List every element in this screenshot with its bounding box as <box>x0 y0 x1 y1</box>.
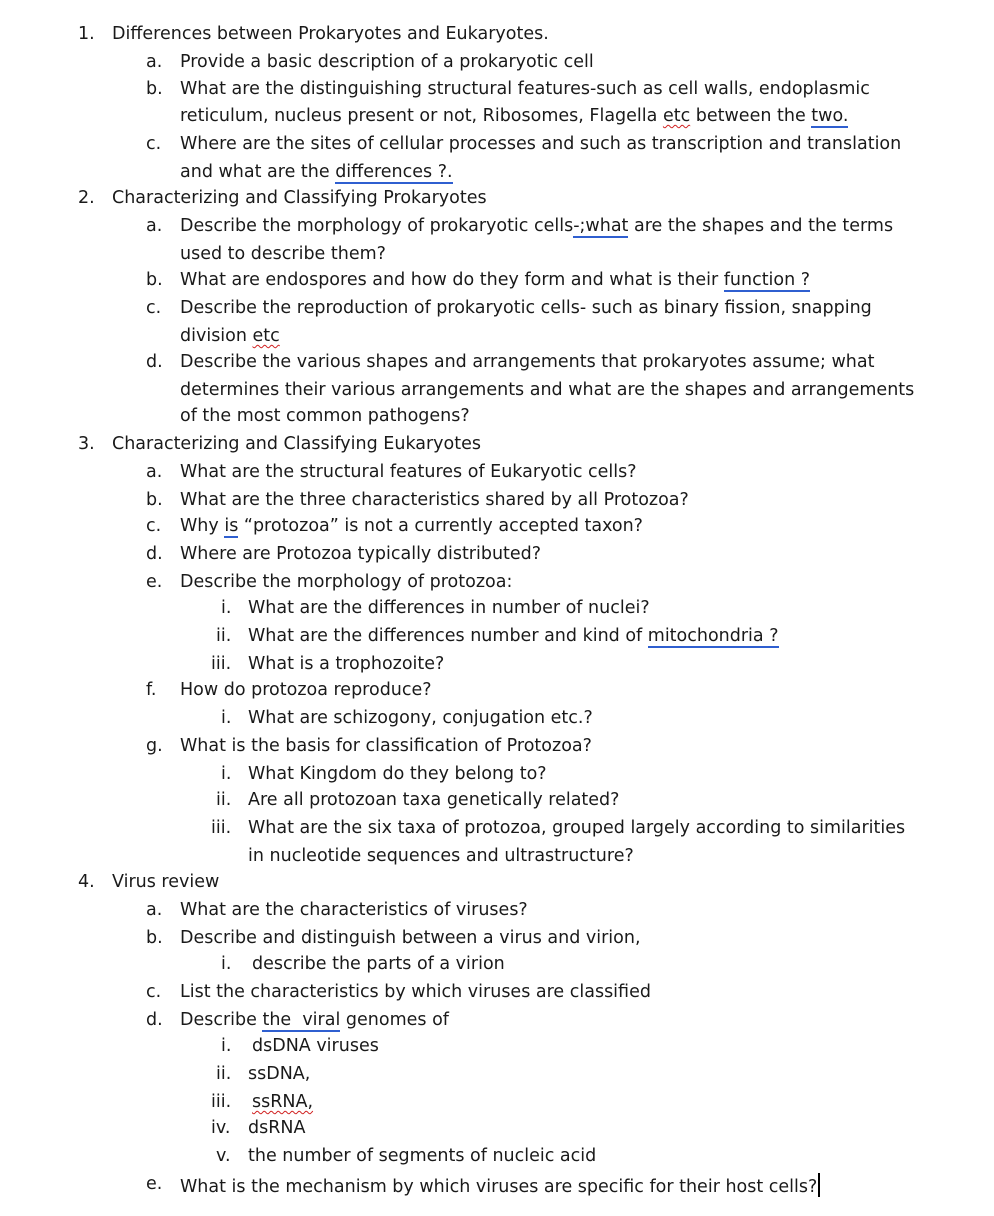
text-run: between the <box>690 106 812 126</box>
item-1c-number: c. <box>146 134 162 154</box>
text-run: What are the differences number and kind of <box>248 626 648 646</box>
item-3f-i-text: What are schizogony, conjugation etc.? <box>248 708 593 728</box>
item-1b-line-2 <box>180 105 848 127</box>
item-3g-iii-line-2: in nucleotide sequences and ultrastructure? <box>248 846 634 866</box>
text-run: are the shapes and the terms <box>628 216 894 236</box>
text-cursor <box>818 1173 820 1197</box>
text-run: division <box>180 326 253 346</box>
item-1b-number: b. <box>146 79 163 99</box>
section-4-number: 4. <box>78 872 95 892</box>
text-run: What is the mechanism by which viruses are specific for their host cells? <box>180 1177 818 1197</box>
grammar-flag[interactable]: mitochondria ? <box>647 626 779 646</box>
item-3e-ii-text <box>248 625 779 647</box>
item-4e-text[interactable] <box>180 1173 820 1198</box>
item-3d-text: Where are Protozoa typically distributed? <box>180 544 542 564</box>
item-3g-iii-number: iii. <box>211 818 232 838</box>
item-3g-i-number: i. <box>221 764 232 784</box>
item-4b-i-text: describe the parts of a virion <box>252 954 505 974</box>
item-2d-line-2: determines their various arrangements and what are the shapes and arrangements <box>180 380 915 400</box>
item-3e-iii-text: What is a trophozoite? <box>248 654 445 674</box>
item-3f-text: How do protozoa reproduce? <box>180 680 432 700</box>
item-4d-iv-text: dsRNA <box>248 1118 306 1138</box>
item-4d-v-number: v. <box>216 1146 231 1166</box>
item-2a-number: a. <box>146 216 163 236</box>
item-4b-number: b. <box>146 928 163 948</box>
item-4b-text: Describe and distinguish between a virus and virion, <box>180 928 641 948</box>
spelling-flag[interactable]: etc <box>662 106 691 126</box>
item-4d-ii-text: ssDNA, <box>248 1064 311 1084</box>
item-3b-number: b. <box>146 490 163 510</box>
item-4a-number: a. <box>146 900 163 920</box>
section-3-title: Characterizing and Classifying Eukaryotes <box>112 434 481 454</box>
item-3g-text: What is the basis for classification of Protozoa? <box>180 736 592 756</box>
item-1b-line-1: What are the distinguishing structural features-such as cell walls, endoplasmic <box>180 79 870 99</box>
grammar-flag[interactable]: the viral <box>262 1010 341 1030</box>
item-3a-text: What are the structural features of Eukaryotic cells? <box>180 462 637 482</box>
section-1-number: 1. <box>78 24 95 44</box>
item-2b-line-1 <box>180 269 810 291</box>
item-4c-text: List the characteristics by which viruses are classified <box>180 982 651 1002</box>
item-4d-iv-number: iv. <box>211 1118 231 1138</box>
grammar-flag[interactable]: -;what <box>573 216 629 236</box>
item-2d-number: d. <box>146 352 163 372</box>
spelling-flag[interactable]: ssRNA, <box>252 1092 314 1112</box>
item-4d-v-text: the number of segments of nucleic acid <box>248 1146 597 1166</box>
text-run: reticulum, nucleus present or not, Ribosomes, Flagella <box>180 106 663 126</box>
text-run: Describe <box>180 1010 263 1030</box>
item-4e-number: e. <box>146 1174 163 1194</box>
item-1c-line-1: Where are the sites of cellular processes and such as transcription and translation <box>180 134 902 154</box>
section-1-title: Differences between Prokaryotes and Eukaryotes. <box>112 24 549 44</box>
grammar-flag[interactable]: two. <box>811 106 849 126</box>
item-2a-line-2: used to describe them? <box>180 244 386 264</box>
item-3e-ii-number: ii. <box>216 626 232 646</box>
item-4a-text: What are the characteristics of viruses? <box>180 900 528 920</box>
item-3g-iii-line-1: What are the six taxa of protozoa, grouped largely according to similarities <box>248 818 906 838</box>
item-3a-number: a. <box>146 462 163 482</box>
spelling-flag[interactable]: etc <box>252 326 280 346</box>
item-1c-line-2 <box>180 161 453 183</box>
item-3c-number: c. <box>146 516 162 536</box>
item-4d-iii-number: iii. <box>211 1092 232 1112</box>
item-3f-i-number: i. <box>221 708 232 728</box>
text-run: What are endospores and how do they form and what is their <box>180 270 724 290</box>
item-4d-ii-number: ii. <box>216 1064 232 1084</box>
text-run: Why <box>180 516 225 536</box>
item-4d-i-number: i. <box>221 1036 232 1056</box>
item-3e-text: Describe the morphology of protozoa: <box>180 572 513 592</box>
section-3-number: 3. <box>78 434 95 454</box>
item-3d-number: d. <box>146 544 163 564</box>
item-2d-line-1: Describe the various shapes and arrangements that prokaryotes assume; what <box>180 352 875 372</box>
grammar-flag[interactable]: differences ?. <box>335 162 453 182</box>
text-run: Describe the morphology of prokaryotic cells <box>180 216 574 236</box>
item-3g-ii-text: Are all protozoan taxa genetically related? <box>248 790 620 810</box>
item-4d-iii-text <box>252 1091 313 1113</box>
item-3g-i-text: What Kingdom do they belong to? <box>248 764 547 784</box>
item-3e-i-number: i. <box>221 598 232 618</box>
grammar-flag[interactable]: function ? <box>723 270 811 290</box>
item-3f-number: f. <box>146 680 157 700</box>
item-4d-number: d. <box>146 1010 163 1030</box>
item-2c-number: c. <box>146 298 162 318</box>
item-4d-i-text: dsDNA viruses <box>252 1036 379 1056</box>
section-2-number: 2. <box>78 188 95 208</box>
item-3e-iii-number: iii. <box>211 654 232 674</box>
item-2d-line-3: of the most common pathogens? <box>180 406 470 426</box>
item-4d-text <box>180 1009 449 1031</box>
item-2a-line-1 <box>180 215 893 237</box>
item-2b-number: b. <box>146 270 163 290</box>
item-4b-i-number: i. <box>221 954 232 974</box>
item-3b-text: What are the three characteristics shared by all Protozoa? <box>180 490 689 510</box>
item-3c-text <box>180 515 643 537</box>
text-run: and what are the <box>180 162 336 182</box>
text-run: genomes of <box>340 1010 449 1030</box>
item-4c-number: c. <box>146 982 162 1002</box>
section-4-title: Virus review <box>112 872 220 892</box>
item-2c-line-2 <box>180 325 280 347</box>
section-2-title: Characterizing and Classifying Prokaryotes <box>112 188 487 208</box>
item-3e-i-text: What are the differences in number of nuclei? <box>248 598 650 618</box>
grammar-flag[interactable]: is <box>224 516 239 536</box>
item-3g-number: g. <box>146 736 163 756</box>
item-3g-ii-number: ii. <box>216 790 232 810</box>
item-1a-text: Provide a basic description of a prokaryotic cell <box>180 52 594 72</box>
item-1a-number: a. <box>146 52 163 72</box>
item-3e-number: e. <box>146 572 163 592</box>
text-run: “protozoa” is not a currently accepted taxon? <box>238 516 643 536</box>
item-2c-line-1: Describe the reproduction of prokaryotic cells- such as binary fission, snapping <box>180 298 872 318</box>
